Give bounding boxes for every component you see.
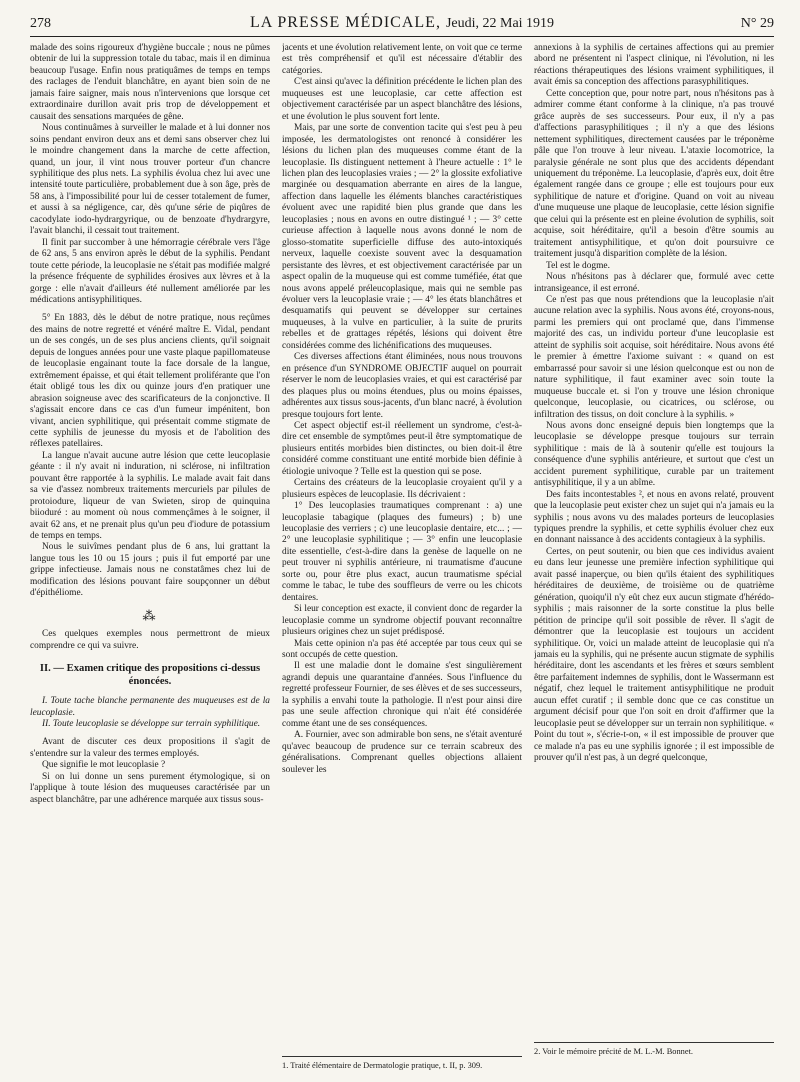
paragraph: C'est ainsi qu'avec la définition précédente le lichen plan des muqueuses est une leucoplasie, car cette affection est objectivement caractérisée par un aspect blanchâtre des lésions, et une évolution le plus souvent fort lente. — [282, 77, 522, 122]
footnote: 1. Traité élémentaire de Dermatologie pratique, t. II, p. 309. — [282, 1056, 522, 1071]
paragraph: Que signifie le mot leucoplasie ? — [42, 760, 166, 771]
paragraph: La langue n'avait aucune autre lésion que cette leucoplasie géante : il n'y avait ni induration, ni sclérose, ni infiltration pouvant être rapportée à la syphilis. Le malade avait fait dans sa vie d'assez nombreux traitements mercuriels par pilules de protoiodure, liqueur de van Swieten, sirop de quinquina biioduré : au moment où nous commençâmes à le soigner, il avait 62 ans, et ne prenait plus qu'un peu d'iodure de potassium de temps en temps. — [30, 450, 270, 542]
paragraph: malade des soins rigoureux d'hygiène buccale ; nous ne pûmes obtenir de lui la suppression totale du tabac, mais il en diminua beaucoup l'usage. Enfin nous pratiquâmes de temps en temps des raclages de l'enduit blanchâtre, en ayant bien soin de ne jamais faire saigner, mais nous n'intervenions que lorsque cet extraordinaire durillon avait pris trop de développement et causait des sensations marquées de gêne. — [30, 43, 270, 122]
paragraph: Il finit par succomber à une hémorragie cérébrale vers l'âge de 62 ans, 5 ans environ après le début de la syphilis. Pendant toute cette période, la leucoplasie ne s'était pas modifiée malgré la présence fréquente de syphilides érosives aux lèvres et à la gorge : elle n'avait d'ailleurs été nullement améliorée par les médications antisyphilitiques. — [30, 237, 270, 305]
paragraph: Ce n'est pas que nous prétendions que la leucoplasie n'ait aucune relation avec la syphilis. Nous avons été, croyons-nous, parmi les premiers qui ont proclamé que, dans l'immense majorité des cas, un individu porteur d'une leucoplasie est atteint de syphilis soit acquise, soit héréditaire. Nous avons été le premier à émettre l'axiome suivant : « quand on est embarrassé pour savoir si une lésion quelconque est ou non de nature syphilitique, il faut examiner avec soin toute la muqueuse buccale et. si l'on y trouve une lésion chronique quelconque, leucoplasie, ou cicatrices, ou sclérose, ou infiltration des tissus, on doit conclure à la syphilis. » — [534, 294, 774, 420]
journal-title: LA PRESSE MÉDICALE, — [249, 14, 441, 31]
paragraph: 5° En 1883, dès le début de notre pratique, nous reçûmes des mains de notre regretté et vénéré maître E. Vidal, pendant un de ses congés, un de ses plus anciens clients, qu'il soignait depuis de longues années pour une vaste plaque papillomateuse de leucoplasie engainant toute la face dorsale de la langue, extrêmement épaisse, et qui était tellement proliférante que l'on était obligé tous les dix ou quinze jours d'en pratiquer une abrasion soigneuse avec des scarificateurs de la conjonctive. Il s'agissait encore dans ce cas d'un fumeur impénitent, bon vivant, ancien syphilitique, qui présentait comme stigmate de cette syphilis de jeunesse du myosis et de l'abolition des réflexes patellaires. — [30, 313, 270, 450]
paragraph: Si on lui donne un sens purement étymologique, si on l'applique à toute lésion des muqueuses caractérisée par un aspect blanchâtre, par une adhérence marquée aux tissus sous- — [30, 771, 270, 805]
footnote: 2. Voir le mémoire précité de M. L.-M. Bonnet. — [534, 1042, 774, 1057]
journal-title-line — [30, 14, 774, 32]
paragraph: Nous le suivîmes pendant plus de 6 ans, lui grattant la langue tous les 10 ou 15 jours ; puis il fut emporté par une grippe infectieuse. Jamais nous ne constatâmes chez lui de modification des lésions pouvant faire soupçonner un début d'épithéliome. — [30, 542, 270, 599]
paragraph: Des faits incontestables ², et nous en avons relaté, prouvent que la leucoplasie peut exister chez un sujet qui n'a jamais eu la syphilis ; nous avons vu des malades porteurs de leucoplasies typiques prendre la syphilis, et cette syphilis évoluer chez eux en donnant naissance à des accidents contagieux à la syphilis. — [534, 489, 774, 546]
paragraph: Il est une maladie dont le domaine s'est singulièrement agrandi depuis une quarantaine d'années. Sous l'influence du regretté professeur Fournier, de ses élèves et de ses successeurs, la syphilis a envahi toute la pathologie. Il n'est pour ainsi dire pas une seule affection chronique qui n'ait été considérée comme étant une de ses conséquences. — [282, 661, 522, 729]
paragraph: Nous n'hésitons pas à déclarer que, formulé avec cette intransigeance, il est erroné. — [534, 272, 774, 294]
proposition-text: I. Toute tache blanche permanente des muqueuses est de la leucoplasie. — [30, 696, 270, 718]
section-heading: II. — Examen critique des propositions ci-dessus énoncées. — [39, 663, 261, 688]
paragraph: jacents et une évolution relativement lente, on voit que ce terme est très compréhensif et qu'il est nécessaire d'établir des catégories. — [282, 43, 522, 76]
paragraph: 1° Des leucoplasies traumatiques comprenant : a) une leucoplasie tabagique (plaques des fumeurs) ; b) une leucoplasie des verriers ; c) une leucoplasie dentaire, etc... ; — 2° une leucoplasie syphilitique ; — 3° enfin une leucoplasie dite essentielle, c'est-à-dire dans la genèse de laquelle on ne peut trouver ni syphilis antérieure, ni traumatisme d'aucune sorte ou, pour être plus exact, aucun traumatisme spécial comme le tabac, le tube des souffleurs de verre ou les chicots dentaires. — [282, 501, 522, 603]
paragraph: annexions à la syphilis de certaines affections qui au premier abord ne présentent ni l'aspect clinique, ni l'évolution, ni les réactions thérapeutiques des lésions vraiment syphilitiques, il avait émis sa conception des affections parasyphilitiques. — [534, 43, 774, 88]
paragraph: Avant de discuter ces deux propositions il s'agit de s'entendre sur la valeur des termes employés. — [30, 737, 270, 759]
paragraph: Certes, on peut soutenir, ou bien que ces individus avaient eu dans leur jeunesse une première infection syphilitique qui avait passé inaperçue, ou bien qu'ils étaient des syphilitiques héréditaires de deuxième, de troisième ou de quatrième génération, quoiqu'il n'y eût chez eux aucun stigmate d'hérédo-syphilis ; mais raisonner de la sorte constitue la plus belle pétition de principe qu'il soit possible de rêver. Il s'agit de démontrer que la leucoplasie est toujours un accident syphilitique. Or, voici un malade atteint de leucoplasie qui n'a jamais eu la syphilis, qui ne présente aucun stigmate de syphilis héréditaire, dont les ascendants et les frères et sœurs semblent être parfaitement indemnes de syphilis, dont le Wassermann est négatif, chez lequel le traitement antisyphilitique ne produit aucun effet curatif ; il semble donc que ce cas constitue un argument décisif pour que l'on soit en droit d'affirmer que la leucoplasie peut se développer sur un terrain non syphilitique. « Point du tout », s'écrie-t-on, « il est impossible de prouver que ce malade n'a pas eu une syphilis ignorée ; il est impossible de prouver qu'il n'est pas, à un degré quelconque, — [534, 546, 774, 764]
issue-date: Jeudi, 22 Mai 1919 — [445, 16, 555, 31]
page-number: 278 — [30, 16, 51, 31]
paragraph: Certains des créateurs de la leucoplasie croyaient qu'il y a plusieurs espèces de leucoplasie. Ils décrivaient : — [282, 478, 522, 500]
paragraph: Si leur conception est exacte, il convient donc de regarder la leucoplasie comme un syndrome objectif pouvant reconnaître plusieurs origines chez un sujet prédisposé. — [282, 604, 522, 638]
proposition-2 — [30, 719, 270, 730]
paragraph: Ces diverses affections étant éliminées, nous nous trouvons en présence d'un SYNDROME OBJECTIF auquel on pourrait réserver le nom de leucoplasies vraies, et qui est caractérisé par des plaques plus ou moins étendues, plus ou moins épaisses, adhérentes aux tissus sous-jacents, d'un blanc nacré, à évolution presque toujours fort lente. — [282, 352, 522, 420]
paragraph: Tel est le dogme. — [546, 260, 610, 271]
column-1 — [30, 43, 270, 1077]
paragraph: Nous continuâmes à surveiller le malade et à lui donner nos soins pendant environ deux ans et demi sans observer chez lui le moindre changement dans la marche de cette affection, quand, un jour, il vint nous trouver porteur d'un chancre syphilitique des plus nets. La syphilis évolua chez lui avec une intensité toute particulière, probablement due à son âge, près de 58 ans, à l'impossibilité pour lui de cesser totalement de fumer, et aussi à sa négligence, car, dès qu'une série de piqûres de cacodylate iodo-hydrargyrique, ou de benzoate d'hydrargyre, l'avait blanchi, il cessait tout traitement. — [30, 123, 270, 237]
paragraph: Mais cette opinion n'a pas été acceptée par tous ceux qui se sont occupés de cette question. — [282, 638, 522, 661]
column-2 — [282, 43, 522, 1077]
issue-number: N° 29 — [740, 16, 774, 31]
paragraph: Ces quelques exemples nous permettront de mieux comprendre ce qui va suivre. — [30, 629, 270, 651]
paragraph: A. Fournier, avec son admirable bon sens, ne s'était aventuré qu'avec beaucoup de prudence sur ce terrain scabreux des généralisations. Comprenant quelles objections allaient soulever les — [282, 730, 522, 775]
paragraph: Nous avons donc enseigné depuis bien longtemps que la leucoplasie se développe presque toujours sur terrain syphilitique : mais de là à soutenir qu'elle est toujours la conséquence d'une syphilis antérieure, et surtout que c'est un accident purement syphilitique, curable par un traitement antisyphilitique, il y a un abîme. — [534, 420, 774, 489]
column-3 — [534, 43, 774, 1077]
paragraph: Cet aspect objectif est-il réellement un syndrome, c'est-à-dire cet ensemble de symptômes peut-il être symptomatique de plusieurs entités morbides bien distinctes, ou bien doit-il être considéré comme constituant une entité morbide bien définie à étiologie univoque ? Telle est la question qui se pose. — [282, 420, 522, 477]
proposition-1 — [30, 696, 270, 719]
page-header — [30, 14, 774, 37]
proposition-text: II. Toute leucoplasie se développe sur terrain syphilitique. — [42, 719, 261, 730]
paragraph: Mais, par une sorte de convention tacite qui s'est peu à peu imposée, les dermatologistes ont renoncé à considérer les lésions du lichen plan des muqueuses comme étant de la leucoplasie. Ils distinguent nettement à l'heure actuelle : 1° le lichen plan des leucoplasies vraies ; — 2° la glossite exfoliative marginée ou desquamation aberrante en aires de la langue, affection dans laquelle les éléments blanches caractéristiques évoluent avec une rapidité bien plus grande que dans les leucoplasies ; nous en avons en outre distingué ¹ ; — 3° cette curieuse affection à laquelle nous avons donné le nom de glosso-stomatite superficielle diffuse des auto-intoxiqués nerveux, laquelle coexiste souvent avec la desquamation persistante des lèvres, et est objectivement caractérisée par un aspect opalin de la muqueuse qui est comme tuméfiée, état que nous avons appelé préleucoplasique, mais qui ne semble pas évoluer vers la leucoplasie vraie ; — 4° les états blanchâtres et desquamatifs qui peuvent se développer sur certaines muqueuses, à la vulve en particulier, à la suite de prurits rebelles et de grattages répétés, lésions qui doivent être considérées comme des lichénifications des muqueuses. — [282, 123, 522, 351]
paragraph: Cette conception que, pour notre part, nous n'hésitons pas à admirer comme étant conforme à la clinique, n'a pas trouvé grâce auprès de ses successeurs. Pour eux, il n'y a pas d'affections parasyphilitiques ; il n'y a que des lésions nettement syphilitiques, directement causées par le tréponème pâle que l'on trouve à leur niveau. L'ataxie locomotrice, la paralysie générale ne sont plus que des accidents dépendant uniquement du tréponème. La leucoplasie, d'après eux, doit être également rangée dans ce groupe ; elle est toujours pour eux syphilitique de nature et d'origine. Quand on voit au niveau d'une muqueuse une plaque de leucoplasie, cette lésion signifie que celui qui la présente est en pleine évolution de syphilis, soit acquise, soit héréditaire, qu'il a besoin d'être soumis au traitement antisyphilitique, et qu'on doit poursuivre ce traitement jusqu'à disparition complète de la lésion. — [534, 88, 774, 260]
section-separator: ⁂ — [142, 607, 158, 623]
article-columns — [30, 43, 774, 1077]
